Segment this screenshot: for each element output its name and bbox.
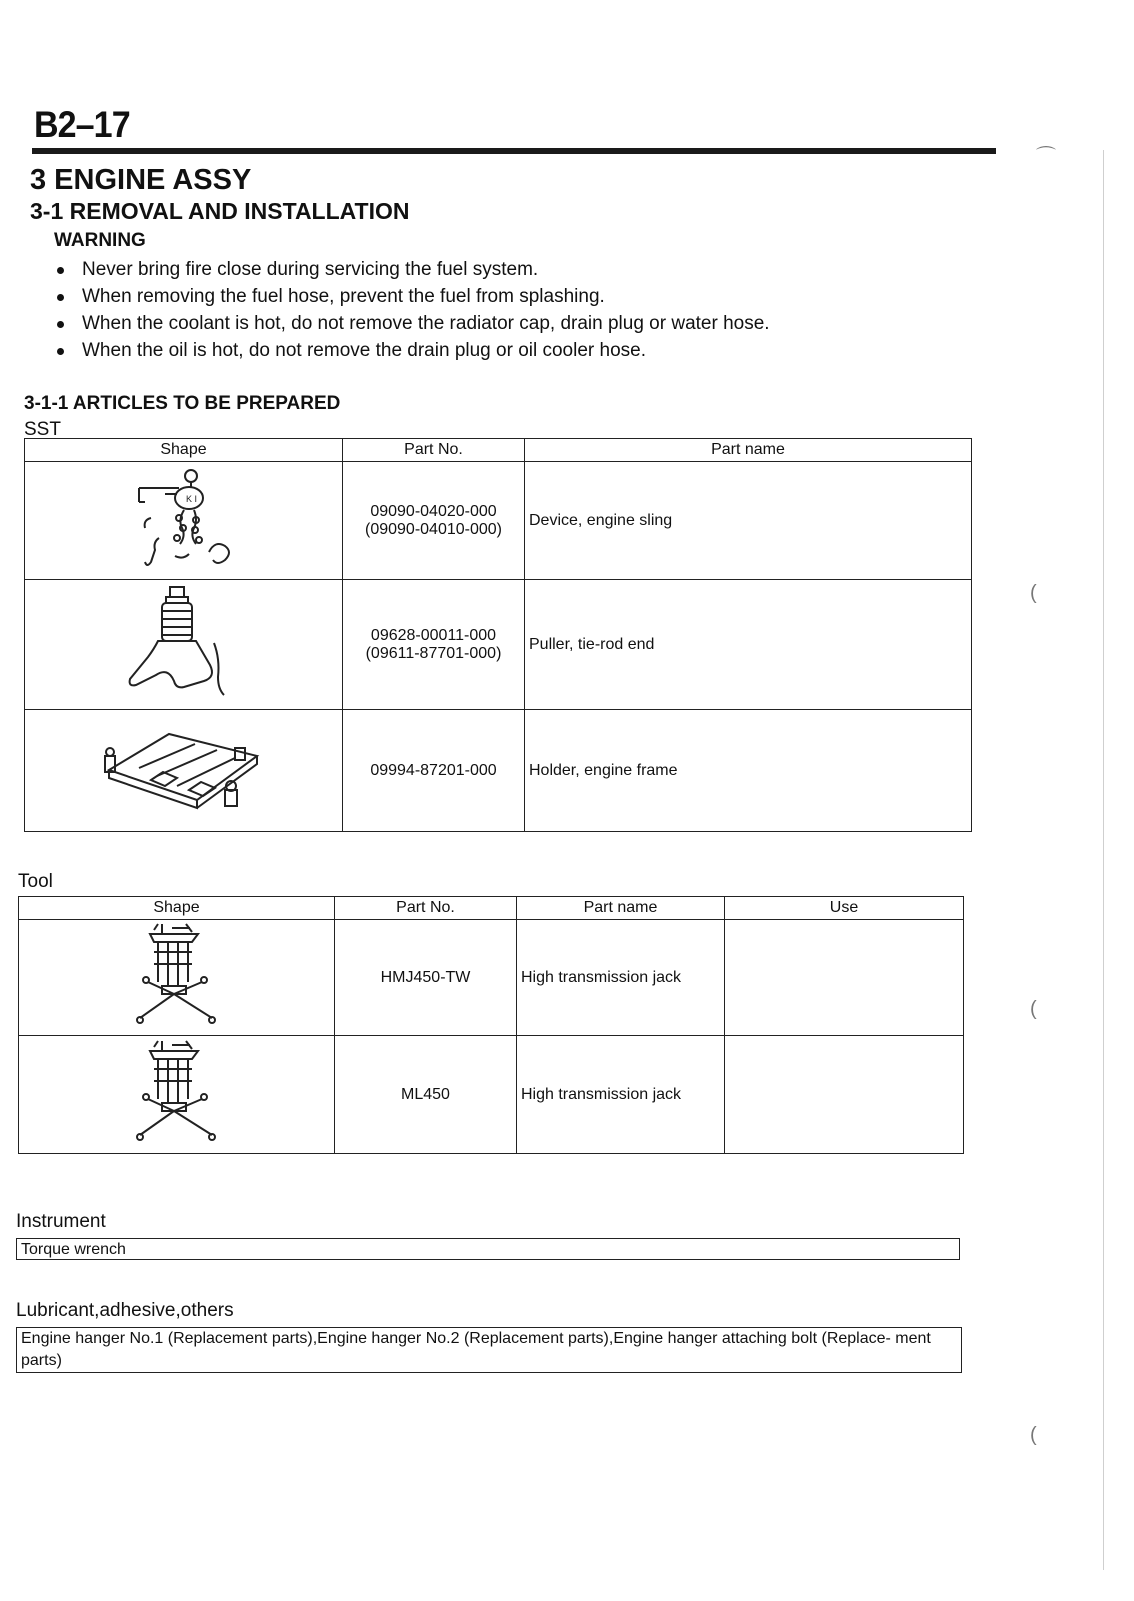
part-name: High transmission jack bbox=[517, 920, 725, 1036]
warning-item: When the oil is hot, do not remove the drain plug or oil cooler hose. bbox=[54, 337, 770, 364]
shape-cell bbox=[19, 1036, 335, 1154]
shape-cell bbox=[25, 580, 343, 710]
warning-list bbox=[54, 256, 770, 364]
header-rule bbox=[32, 148, 996, 154]
part-no: 09090-04020-000 bbox=[370, 502, 497, 520]
lubricant-label: Lubricant,adhesive,others bbox=[16, 1300, 234, 1321]
warning-item: When removing the fuel hose, prevent the fuel from splashing. bbox=[54, 283, 770, 310]
section-title: 3 ENGINE ASSY bbox=[30, 164, 252, 196]
tool-label: Tool bbox=[18, 871, 53, 892]
part-no-alt: (09611-87701-000) bbox=[365, 644, 502, 662]
use bbox=[725, 1036, 964, 1154]
subsection-title: 3-1 REMOVAL AND INSTALLATION bbox=[30, 198, 410, 224]
tool-table bbox=[18, 896, 964, 1154]
articles-title: 3-1-1 ARTICLES TO BE PREPARED bbox=[24, 393, 341, 414]
shape-cell bbox=[25, 462, 343, 580]
svg-text:K I: K I bbox=[185, 494, 197, 504]
col-part-no: Part No. bbox=[335, 897, 517, 920]
shape-cell bbox=[25, 710, 343, 832]
engine-frame-holder-icon bbox=[99, 720, 269, 816]
col-part-no: Part No. bbox=[343, 439, 525, 462]
part-name: Holder, engine frame bbox=[525, 710, 972, 832]
sst-label: SST bbox=[24, 419, 61, 440]
binder-hole-mark: ( bbox=[1030, 998, 1037, 1020]
warning-item: Never bring fire close during servicing the fuel system. bbox=[54, 256, 770, 283]
scan-edge-line bbox=[1103, 150, 1104, 1570]
lubricant-box: Engine hanger No.1 (Replacement parts),Engine hanger No.2 (Replacement parts),Engine hanger attaching bolt (Replace- ment parts) bbox=[16, 1327, 962, 1373]
part-name: Puller, tie-rod end bbox=[525, 580, 972, 710]
transmission-jack-icon bbox=[132, 920, 222, 1030]
binder-hole-mark: ( bbox=[1030, 582, 1037, 604]
sst-header-row bbox=[25, 439, 972, 462]
part-no-cell bbox=[343, 462, 525, 580]
use bbox=[725, 920, 964, 1036]
col-use: Use bbox=[725, 897, 964, 920]
part-no: 09994-87201-000 bbox=[370, 761, 497, 779]
instrument-label: Instrument bbox=[16, 1211, 106, 1232]
col-part-name: Part name bbox=[517, 897, 725, 920]
table-row bbox=[25, 462, 972, 580]
sst-table bbox=[24, 438, 972, 832]
engine-sling-icon bbox=[129, 466, 239, 570]
warning-heading: WARNING bbox=[54, 230, 146, 251]
col-shape: Shape bbox=[25, 439, 343, 462]
part-name: High transmission jack bbox=[517, 1036, 725, 1154]
binder-hole-mark: ⌒ bbox=[1036, 146, 1056, 168]
table-row bbox=[19, 1036, 964, 1154]
part-no: HMJ450-TW bbox=[335, 920, 517, 1036]
part-no: ML450 bbox=[335, 1036, 517, 1154]
tool-header-row bbox=[19, 897, 964, 920]
binder-hole-mark: ( bbox=[1030, 1424, 1037, 1446]
part-no-cell bbox=[343, 580, 525, 710]
col-part-name: Part name bbox=[525, 439, 972, 462]
instrument-box: Torque wrench bbox=[16, 1238, 960, 1260]
col-shape: Shape bbox=[19, 897, 335, 920]
page-code: B2–17 bbox=[34, 104, 130, 145]
shape-cell bbox=[19, 920, 335, 1036]
table-row bbox=[19, 920, 964, 1036]
warning-item: When the coolant is hot, do not remove the radiator cap, drain plug or water hose. bbox=[54, 310, 770, 337]
part-name: Device, engine sling bbox=[525, 462, 972, 580]
part-no-alt: (09090-04010-000) bbox=[365, 520, 502, 538]
table-row bbox=[25, 580, 972, 710]
puller-icon bbox=[124, 583, 244, 701]
transmission-jack-icon bbox=[132, 1037, 222, 1147]
table-row bbox=[25, 710, 972, 832]
part-no: 09628-00011-000 bbox=[370, 626, 497, 644]
part-no-cell bbox=[343, 710, 525, 832]
